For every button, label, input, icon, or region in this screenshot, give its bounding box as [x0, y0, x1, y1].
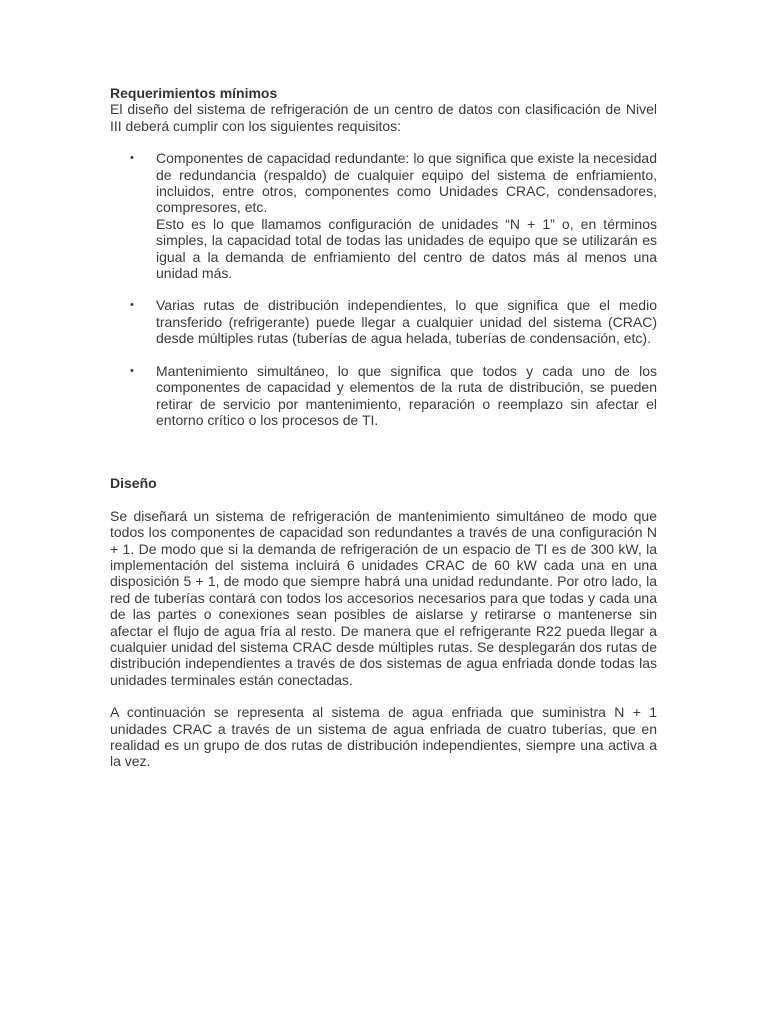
list-item [110, 150, 657, 281]
design-paragraph-2: A continuación se representa al sistema de agua enfriada que suministra N + 1 unidades CRAC a través de un sistema de agua enfriada de cuatro tuberías, que en realidad es un grupo de dos rutas de distribución independientes, siempre una activa a la vez. [110, 704, 657, 770]
list-item-text: Mantenimiento simultáneo, lo que significa que todos y cada uno de los componentes de capacidad y elementos de la ruta de distribución, se pueden retirar de servicio por mantenimiento, reparación o reemplazo sin afectar el entorno crítico o los procesos de TI. [156, 362, 657, 428]
intro-paragraph: El diseño del sistema de refrigeración de un centro de datos con clasificación de Nivel III deberá cumplir con los siguientes requisitos: [110, 101, 657, 134]
list-item-text: Componentes de capacidad redundante: lo que significa que existe la necesidad de redundancia (respaldo) de cualquier equipo del sistema de enfriamiento, incluidos, entre otros, componentes como Unidades CRAC, condensadores, compresores, etc. [156, 150, 657, 216]
list-item [110, 363, 657, 429]
section-heading-diseno: Diseño [110, 475, 157, 492]
section-heading-requerimientos: Requerimientos mínimos [110, 85, 278, 101]
bullet-icon: • [130, 299, 134, 312]
bullet-icon: • [130, 152, 134, 165]
list-item-extra-text: Esto es lo que llamamos configuración de unidades “N + 1” o, en términos simples, la capacidad total de todas las unidades de equipo que se utilizarán es igual a la demanda de enfriamiento del centro de datos más al menos una unidad más. [156, 215, 657, 282]
list-item-text: Varias rutas de distribución independientes, lo que significa que el medio transferido (refrigerante) puede llegar a cualquier unidad del sistema (CRAC) desde múltiples rutas (tuberías de agua helada, tuberías de condensación, etc). [156, 297, 657, 347]
bullet-icon: • [130, 364, 134, 377]
list-item [110, 297, 657, 346]
design-paragraph-1: Se diseñará un sistema de refrigeración de mantenimiento simultáneo de modo que todos los componentes de capacidad son redundantes a través de una configuración N + 1. De modo que si la demanda de refrigeración de un espacio de TI es de 300 kW, la implementación del sistema incluirá 6 unidades CRAC de 60 kW cada una en una disposición 5 + 1, de modo que siempre habrá una unidad redundante. Por otro lado, la red de tuberías contará con todos los accesorios necesarios para que todas y cada una de las partes o conexiones sean posibles de aislarse y retirarse o mantenerse sin afectar el flujo de agua fría al resto. De manera que el refrigerante R22 pueda llegar a cualquier unidad del sistema CRAC desde múltiples rutas. Se desplegarán dos rutas de distribución independientes a través de dos sistemas de agua enfriada donde todas las unidades terminales están conectadas. [110, 507, 657, 688]
document-page [110, 85, 657, 770]
requirements-list [110, 150, 657, 428]
